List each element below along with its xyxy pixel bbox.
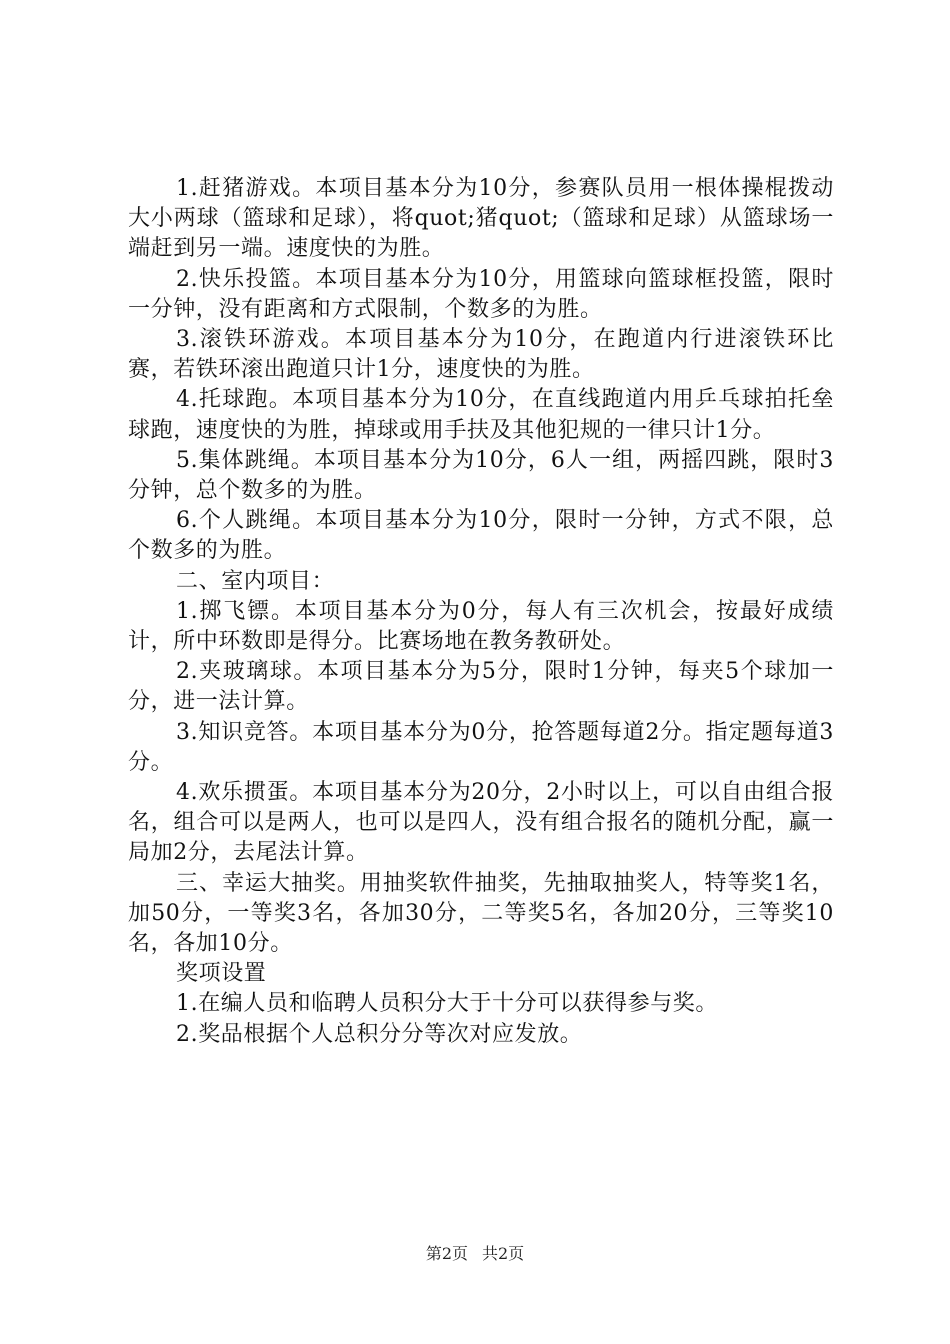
page-number: 第2页 (425, 1244, 468, 1263)
paragraph-award-1: 1.在编人员和临聘人员积分大于十分可以获得参与奖。 (176, 991, 718, 1017)
page-footer (0, 1244, 950, 1264)
paragraph-item-3: 3.滚铁环游戏。本项目基本分为10分，在跑道内行进滚铁环比赛，若铁环滚出跑道只计1分，速度快的为胜。 (128, 327, 834, 383)
paragraph-item-indoor-4: 4.欢乐掼蛋。本项目基本分为20分，2小时以上，可以自由组合报名，组合可以是两人，也可以是四人，没有组合报名的随机分配，赢一局加2分，去尾法计算。 (128, 780, 834, 866)
paragraph-award-2: 2.奖品根据个人总积分分等次对应发放。 (176, 1021, 583, 1047)
paragraph-item-2: 2.快乐投篮。本项目基本分为10分，用篮球向篮球框投篮，限时一分钟，没有距离和方式限制，个数多的为胜。 (128, 266, 834, 322)
page-total: 共2页 (482, 1244, 525, 1263)
paragraph-item-1: 1.赶猪游戏。本项目基本分为10分，参赛队员用一根体操棍拨动大小两球（篮球和足球），将quot;猪quot;（篮球和足球）从篮球场一端赶到另一端。速度快的为胜。 (128, 176, 834, 262)
paragraph-item-6: 6.个人跳绳。本项目基本分为10分，限时一分钟，方式不限，总个数多的为胜。 (128, 508, 834, 564)
section-heading-awards: 奖项设置 (176, 961, 267, 987)
document-body (128, 174, 834, 1050)
paragraph-item-indoor-1: 1.掷飞镖。本项目基本分为0分，每人有三次机会，按最好成绩计，所中环数即是得分。比赛场地在教务教研处。 (128, 598, 834, 655)
paragraph-item-5: 5.集体跳绳。本项目基本分为10分，6人一组，两摇四跳，限时3分钟，总个数多的为胜。 (128, 447, 834, 504)
paragraph-lottery: 三、幸运大抽奖。用抽奖软件抽奖，先抽取抽奖人，特等奖1名，加50分，一等奖3名，各加30分，二等奖5名，各加20分，三等奖10名，各加10分。 (128, 870, 834, 957)
paragraph-item-indoor-2: 2.夹玻璃球。本项目基本分为5分，限时1分钟，每夹5个球加一分，进一法计算。 (128, 659, 834, 715)
section-heading-indoor: 二、室内项目： (176, 568, 335, 594)
paragraph-item-4: 4.托球跑。本项目基本分为10分，在直线跑道内用乒乓球拍托垒球跑，速度快的为胜，掉球或用手扶及其他犯规的一律只计1分。 (128, 387, 834, 443)
paragraph-item-indoor-3: 3.知识竞答。本项目基本分为0分，抢答题每道2分。指定题每道3分。 (128, 719, 834, 775)
